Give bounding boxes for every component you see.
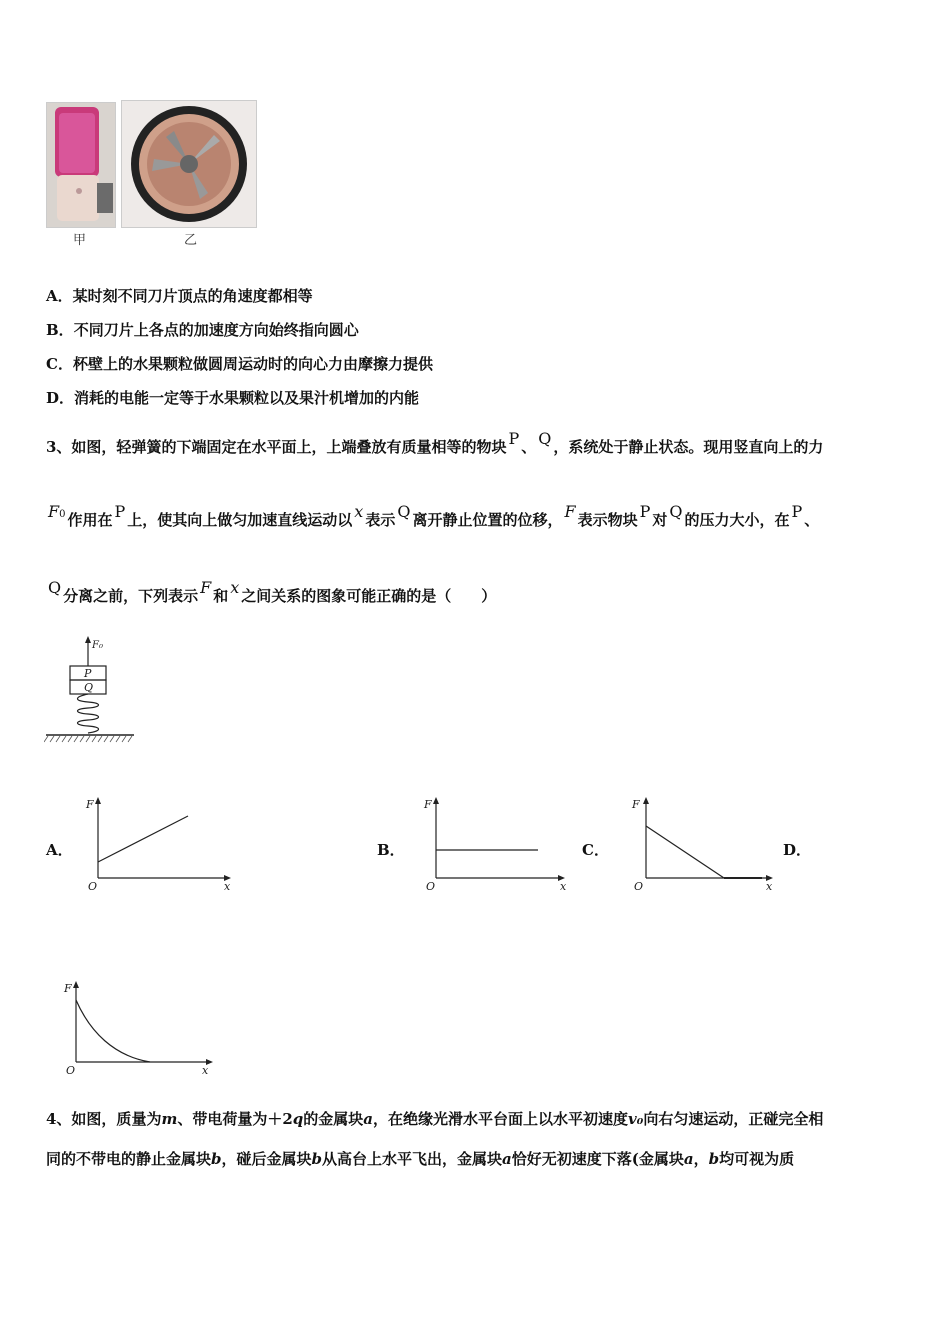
svg-text:x: x bbox=[766, 880, 773, 893]
graph-d-curve bbox=[76, 1000, 150, 1062]
graph-a bbox=[76, 794, 242, 894]
q2-option-d: D．消耗的电能一定等于水果颗粒以及果汁机增加的内能 bbox=[46, 389, 420, 407]
graph-d bbox=[60, 978, 220, 1078]
caption-yi: 乙 bbox=[184, 233, 198, 248]
q3-line-3: Q 分离之前，下列表示 F 和 x 之间关系的图象可能正确的是（ ） bbox=[48, 578, 497, 605]
svg-text:O: O bbox=[426, 880, 436, 893]
svg-text:F: F bbox=[86, 798, 94, 811]
q3-line-2: F0 作用在 P 上，使其向上做匀加速直线运动以 x 表示 Q 离开静止位置的位移， F 表示物块 P 对 Q 的压力大小，在 P 、 bbox=[48, 502, 820, 529]
juicer-photo bbox=[46, 102, 116, 228]
graph-a-curve bbox=[98, 816, 188, 862]
graph-option-c-label: C． bbox=[582, 841, 609, 859]
block-q-label: Q bbox=[84, 681, 94, 694]
q3-line-1: 3、如图，轻弹簧的下端固定在水平面上，上端叠放有质量相等的物块 P 、 Q ，系统处于静止状态。现用竖直向上的力 bbox=[46, 429, 824, 456]
caption-jia: 甲 bbox=[73, 233, 87, 248]
svg-text:F: F bbox=[424, 798, 432, 811]
q2-option-b: B．不同刀片上各点的加速度方向始终指向圆心 bbox=[46, 321, 359, 339]
graph-b bbox=[406, 794, 572, 894]
svg-text:x: x bbox=[202, 1064, 209, 1077]
q4-line-2: 同的不带电的静止金属块b，碰后金属块b从高台上水平飞出，金属块a恰好无初速度下落(金属块a，b均可视为质 bbox=[46, 1150, 795, 1168]
q4-line-1: 4、如图，质量为m、带电荷量为＋2q的金属块a，在绝缘光滑水平台面上以水平初速度v₀向右匀速运动，正碰完全相 bbox=[46, 1110, 824, 1128]
graph-option-d-label: D． bbox=[783, 841, 812, 859]
spring-diagram bbox=[44, 634, 136, 746]
blade-photo bbox=[121, 100, 257, 228]
svg-text:F: F bbox=[632, 798, 640, 811]
q2-option-a: A．某时刻不同刀片顶点的角速度都相等 bbox=[46, 287, 313, 305]
graph-c-curve bbox=[646, 826, 724, 878]
svg-text:x: x bbox=[560, 880, 567, 893]
svg-text:x: x bbox=[224, 880, 231, 893]
svg-text:F: F bbox=[64, 982, 72, 995]
svg-text:O: O bbox=[88, 880, 98, 893]
force-label: F₀ bbox=[92, 640, 103, 651]
block-p-label: P bbox=[84, 667, 92, 680]
graph-c bbox=[612, 794, 778, 894]
graph-option-b-label: B． bbox=[377, 841, 405, 859]
svg-text:O: O bbox=[634, 880, 644, 893]
graph-option-a-label: A． bbox=[46, 841, 73, 859]
q2-option-c: C．杯壁上的水果颗粒做圆周运动时的向心力由摩擦力提供 bbox=[46, 355, 433, 373]
svg-text:O: O bbox=[66, 1064, 76, 1077]
